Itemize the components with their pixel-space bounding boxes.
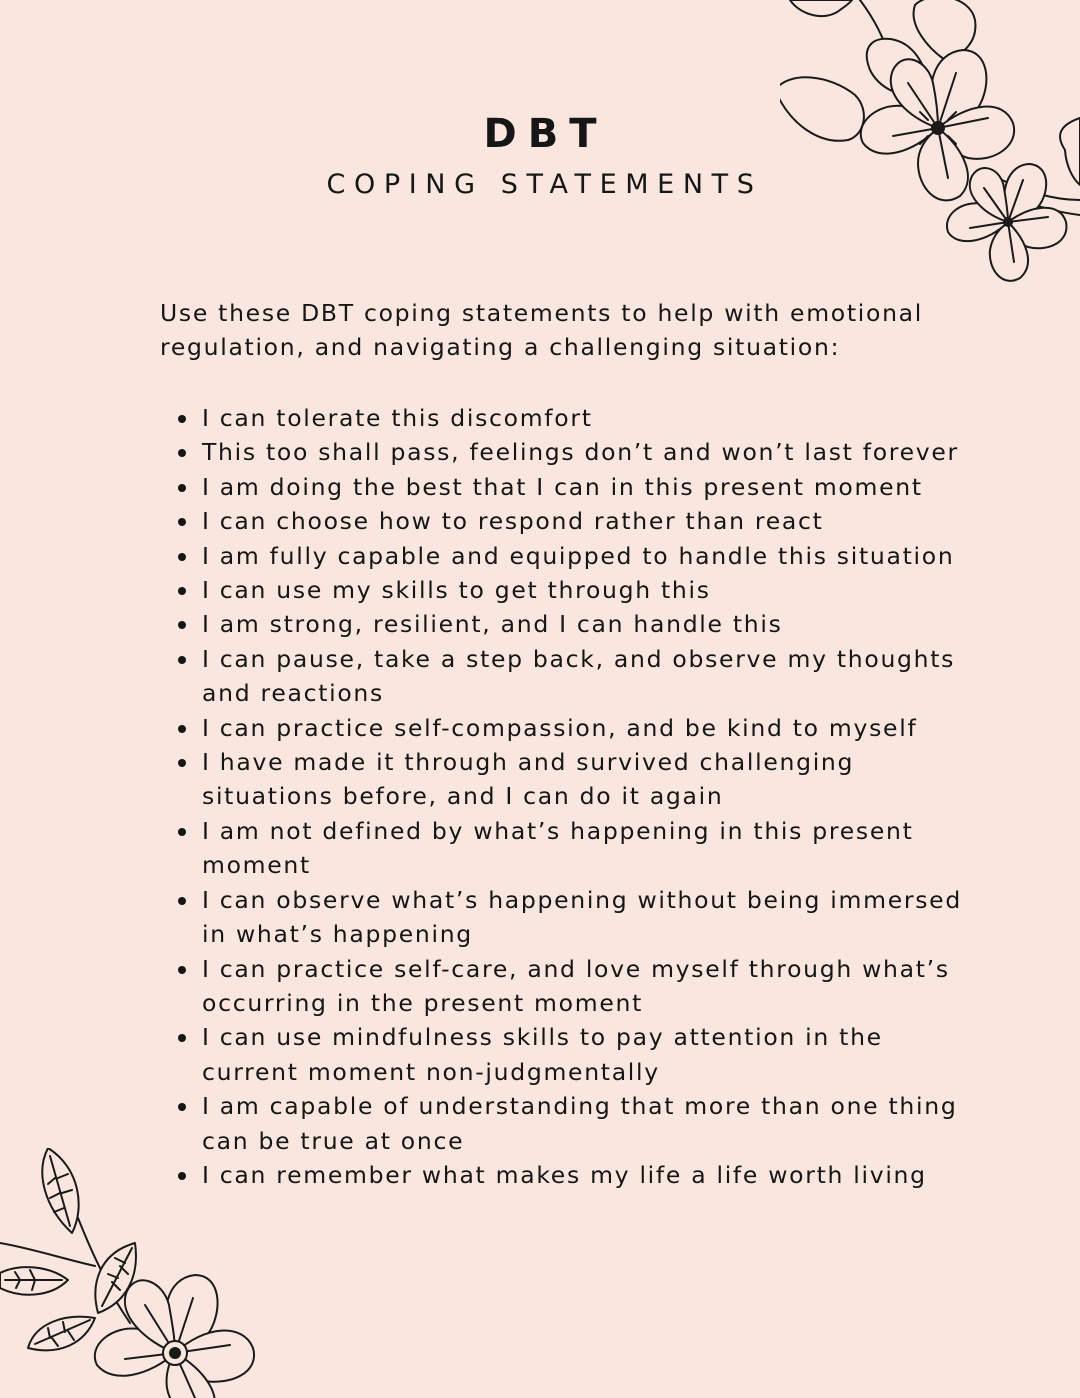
list-item: I can pause, take a step back, and observe my thoughts and reactions	[202, 642, 962, 711]
page-subtitle: COPING STATEMENTS	[326, 169, 763, 200]
list-item: I am capable of understanding that more than one thing can be true at once	[202, 1089, 962, 1158]
list-item: I can tolerate this discomfort	[202, 401, 962, 435]
list-item: I can practice self-care, and love myself through what’s occurring in the present moment	[202, 952, 962, 1021]
list-item: I can choose how to respond rather than react	[202, 504, 962, 538]
intro-text: Use these DBT coping statements to help with emotional regulation, and navigating a challenging situation:	[160, 299, 924, 362]
list-item: I can use my skills to get through this	[202, 573, 962, 607]
list-item: I can observe what’s happening without being immersed in what’s happening	[202, 883, 962, 952]
list-item: I am not defined by what’s happening in this present moment	[202, 814, 962, 883]
list-item: I am strong, resilient, and I can handle this	[202, 607, 962, 641]
flower-with-leaves-icon	[0, 1148, 270, 1398]
list-item: I have made it through and survived challenging situations before, and I can do it again	[202, 745, 962, 814]
coping-statements-list	[202, 401, 962, 1192]
list-item: I can practice self-compassion, and be kind to myself	[202, 711, 962, 745]
list-item: I can remember what makes my life a life worth living	[202, 1158, 962, 1192]
list-item: I can use mindfulness skills to pay attention in the current moment non-judgmentally	[202, 1020, 962, 1089]
page-title: DBT	[483, 111, 608, 157]
list-item: I am fully capable and equipped to handle this situation	[202, 539, 962, 573]
list-item: This too shall pass, feelings don’t and won’t last forever	[202, 435, 962, 469]
list-item: I am doing the best that I can in this present moment	[202, 470, 962, 504]
